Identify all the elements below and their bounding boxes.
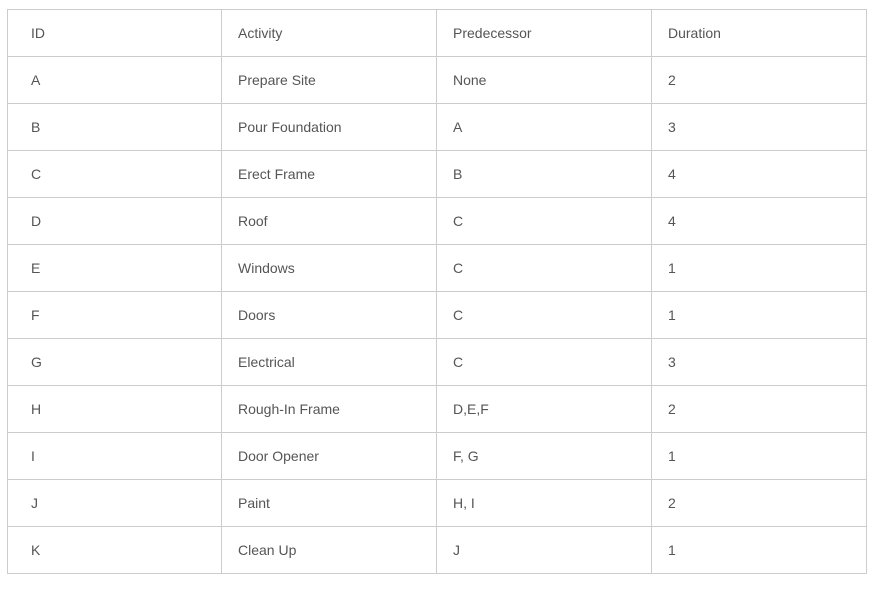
table-row (8, 433, 867, 480)
cell-duration: 1 (652, 292, 867, 339)
cell-id: A (8, 57, 222, 104)
cell-predecessor: C (437, 339, 652, 386)
cell-predecessor: D,E,F (437, 386, 652, 433)
cell-activity: Door Opener (222, 433, 437, 480)
header-duration: Duration (652, 10, 867, 57)
cell-predecessor: B (437, 151, 652, 198)
cell-predecessor: A (437, 104, 652, 151)
cell-activity: Windows (222, 245, 437, 292)
header-row (8, 10, 867, 57)
cell-activity: Pour Foundation (222, 104, 437, 151)
table-row (8, 339, 867, 386)
table-row (8, 104, 867, 151)
cell-duration: 1 (652, 433, 867, 480)
cell-duration: 2 (652, 57, 867, 104)
table-header (8, 10, 867, 57)
activity-table (7, 9, 867, 574)
table-row (8, 527, 867, 574)
cell-duration: 2 (652, 480, 867, 527)
cell-duration: 1 (652, 245, 867, 292)
cell-id: I (8, 433, 222, 480)
cell-id: C (8, 151, 222, 198)
cell-activity: Prepare Site (222, 57, 437, 104)
cell-duration: 4 (652, 151, 867, 198)
activity-table-container (7, 9, 866, 574)
cell-id: F (8, 292, 222, 339)
cell-predecessor: F, G (437, 433, 652, 480)
cell-predecessor: H, I (437, 480, 652, 527)
cell-activity: Electrical (222, 339, 437, 386)
table-row (8, 386, 867, 433)
table-row (8, 292, 867, 339)
cell-predecessor: C (437, 198, 652, 245)
cell-predecessor: None (437, 57, 652, 104)
cell-predecessor: J (437, 527, 652, 574)
cell-predecessor: C (437, 292, 652, 339)
cell-duration: 3 (652, 339, 867, 386)
cell-activity: Paint (222, 480, 437, 527)
table-row (8, 480, 867, 527)
cell-id: D (8, 198, 222, 245)
cell-duration: 3 (652, 104, 867, 151)
table-row (8, 57, 867, 104)
cell-duration: 2 (652, 386, 867, 433)
table-body (8, 57, 867, 574)
header-activity: Activity (222, 10, 437, 57)
cell-duration: 1 (652, 527, 867, 574)
cell-id: K (8, 527, 222, 574)
cell-activity: Roof (222, 198, 437, 245)
cell-id: H (8, 386, 222, 433)
cell-activity: Doors (222, 292, 437, 339)
cell-id: E (8, 245, 222, 292)
cell-activity: Clean Up (222, 527, 437, 574)
cell-activity: Rough-In Frame (222, 386, 437, 433)
cell-activity: Erect Frame (222, 151, 437, 198)
header-predecessor: Predecessor (437, 10, 652, 57)
cell-predecessor: C (437, 245, 652, 292)
table-row (8, 151, 867, 198)
table-row (8, 245, 867, 292)
cell-duration: 4 (652, 198, 867, 245)
cell-id: G (8, 339, 222, 386)
cell-id: J (8, 480, 222, 527)
cell-id: B (8, 104, 222, 151)
table-row (8, 198, 867, 245)
header-id: ID (8, 10, 222, 57)
